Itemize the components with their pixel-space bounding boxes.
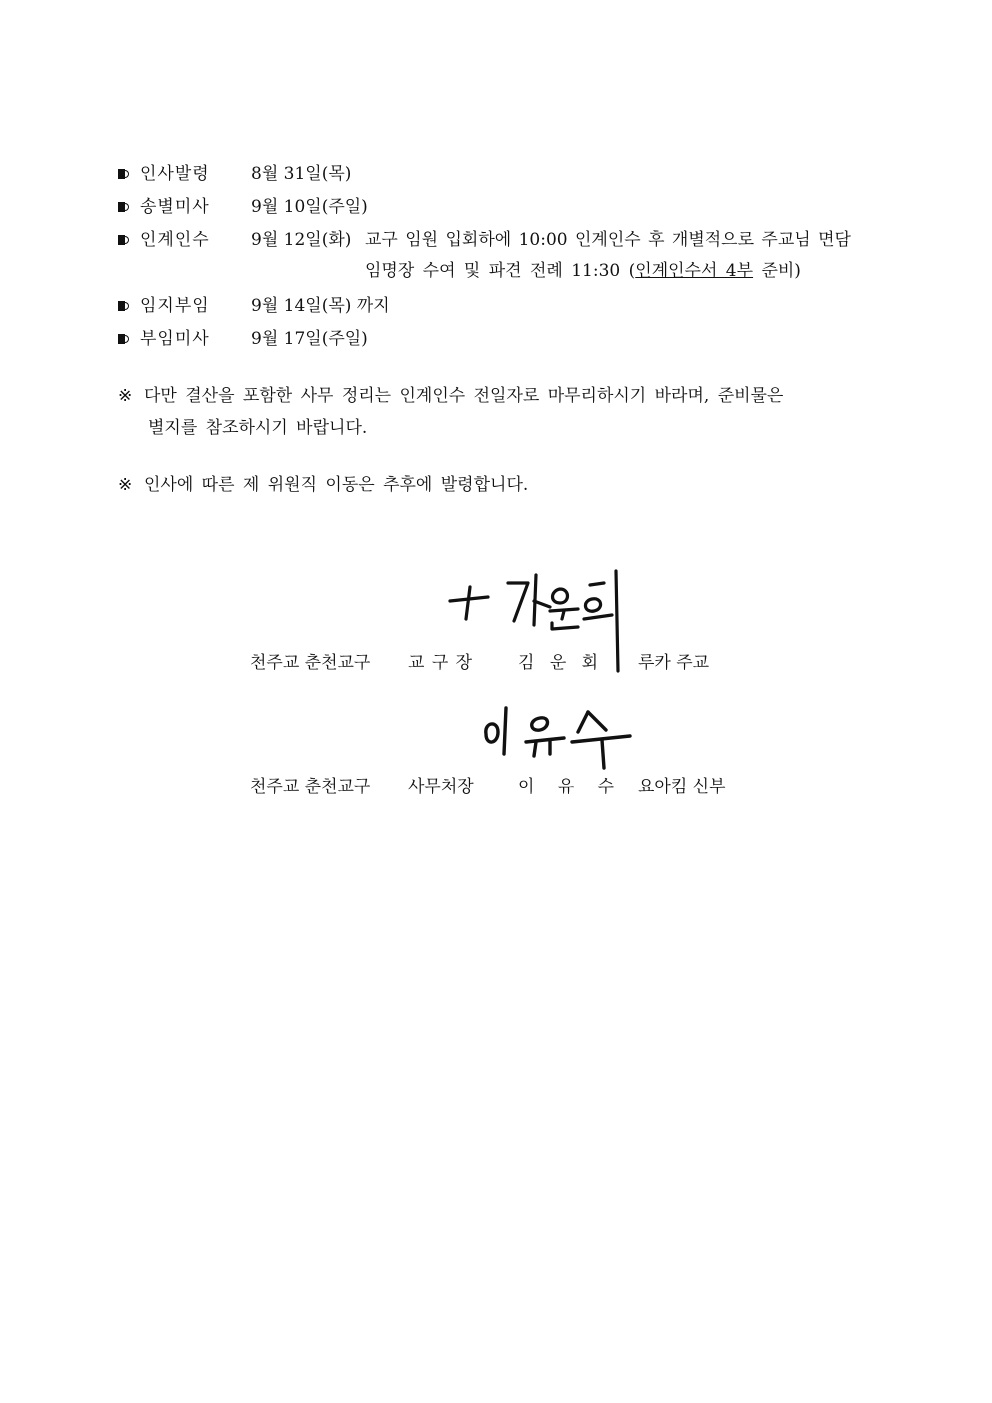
signatory-org: 천주교 춘천교구 — [250, 777, 371, 797]
bullet-icon — [118, 334, 130, 344]
detail2-underlined: 인계인수서 4부 — [635, 261, 754, 281]
signatory-name: 김 운 회 — [518, 653, 599, 673]
schedule-label: 송별미사 — [140, 197, 210, 217]
chancellor-signature — [478, 702, 648, 772]
schedule-date: 9월 14일(목) 까지 — [251, 296, 390, 316]
schedule-label: 임지부임 — [140, 296, 210, 316]
schedule-date: 9월 17일(주일) — [251, 329, 368, 349]
note-text: 인사에 따른 제 위원직 이동은 추후에 발령합니다. — [144, 475, 529, 495]
signatory-role: 요아킴 신부 — [638, 777, 726, 797]
schedule-item — [118, 160, 898, 193]
schedule-detail: 교구 임원 입회하에 10:00 인계인수 후 개별적으로 주교님 면담 — [365, 230, 851, 250]
reference-mark-icon: ※ — [118, 386, 133, 406]
schedule-detail-line2 — [365, 257, 801, 285]
detail2-pre: 임명장 수여 및 파견 전례 11:30 ( — [365, 261, 636, 281]
schedule-item — [118, 226, 898, 292]
signatory-title: 사무처장 — [408, 777, 474, 797]
schedule-date: 9월 12일(화) — [251, 230, 352, 250]
signatory-org: 천주교 춘천교구 — [250, 653, 371, 673]
schedule-date: 8월 31일(목) — [251, 164, 352, 184]
schedule-list — [118, 160, 898, 358]
schedule-label: 인사발령 — [140, 164, 210, 184]
schedule-date: 9월 10일(주일) — [251, 197, 368, 217]
signatory-title: 교 구 장 — [408, 653, 474, 673]
bullet-icon — [118, 202, 130, 212]
note-committee — [118, 470, 878, 501]
schedule-label: 부임미사 — [140, 329, 210, 349]
schedule-label: 인계인수 — [140, 230, 210, 250]
signatory-name: 이 유 수 — [518, 777, 615, 797]
schedule-item — [118, 193, 898, 226]
schedule-item — [118, 292, 898, 325]
detail2-post: 준비) — [753, 261, 801, 281]
bullet-icon — [118, 235, 130, 245]
note-settlement-line2: 별지를 참조하시기 바랍니다. — [148, 418, 368, 438]
bullet-icon — [118, 301, 130, 311]
note-text: 다만 결산을 포함한 사무 정리는 인계인수 전일자로 마무리하시기 바라며, 준비물은 — [144, 386, 784, 406]
note-settlement — [118, 381, 878, 412]
signatory-role: 루카 주교 — [638, 653, 710, 673]
reference-mark-icon: ※ — [118, 475, 133, 495]
bullet-icon — [118, 169, 130, 179]
schedule-item — [118, 325, 898, 358]
